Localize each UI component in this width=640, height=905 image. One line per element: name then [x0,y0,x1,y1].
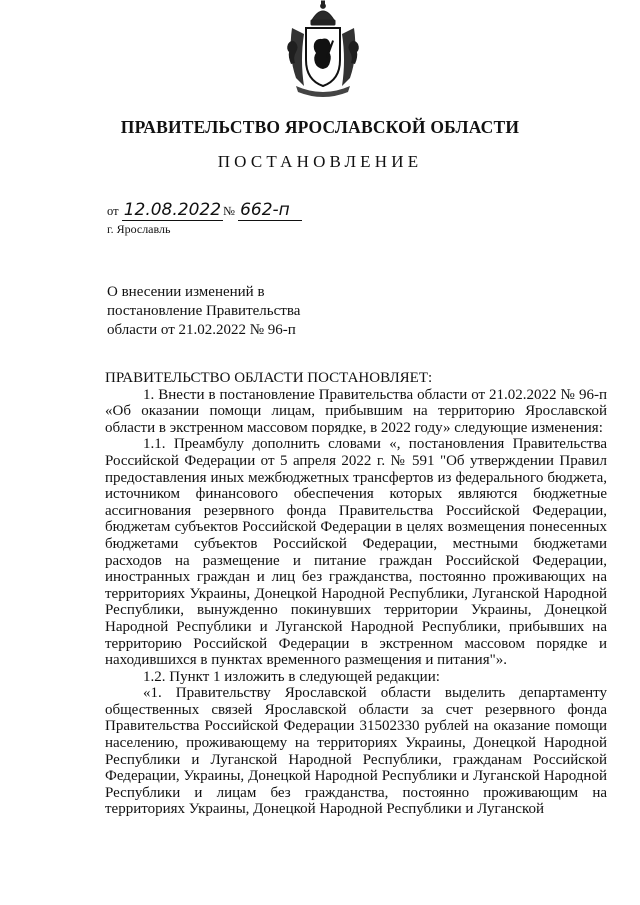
crown-icon [311,1,335,25]
paragraph-1: 1. Внести в постановление Правительства области от 21.02.2022 № 96-п «Об оказании помощи лицам, прибывшим на территорию Ярославской области в экстренном массовом порядке, в 2022 году» следующие изменения: [105,386,607,436]
resolution-heading: ПРАВИТЕЛЬСТВО ОБЛАСТИ ПОСТАНОВЛЯЕТ: [105,370,433,386]
paragraph-1-2: 1.2. Пункт 1 изложить в следующей редакции: [143,668,440,685]
paragraph-1-1: 1.1. Преамбулу дополнить словами «, постановления Правительства Российской Федерации от 5 апреля 2022 г. № 591 "Об утверждении Правил предоставления иных межбюджетных трансфертов из федерального бюджета, источником финансового обеспечения которых являются бюджетные ассигнования резервного фонда Правительства Российской Федерации, бюджетам субъектов Российской Федерации в целях возмещения понесенных бюджетами субъектов Российской Федерации, местными бюджетами расходов на размещение и питание граждан Российской Федерации, иностранных граждан и лиц без гражданства, постоянно проживающих на территориях Украины, Донецкой Народной Республики, Луганской Народной Республики, вынужденно покинувших территории Украины, Донецкой Народной Республики и Луганской Народной Республики, прибывших на территорию Российской Федерации в экстренном массовом порядке и находившихся в пунктах временного размещения и питания"». [105,436,607,669]
document-meta-line [107,200,302,221]
date-prefix-label: от [107,204,119,218]
document-date: 12.08.2022 [123,200,222,220]
document-body [105,370,607,818]
coat-of-arms-emblem [282,0,364,100]
subject-line: О внесении изменений в [107,284,265,300]
document-type: ПОСТАНОВЛЕНИЕ [217,152,423,171]
number-label: № [223,204,235,218]
document-title: ПРАВИТЕЛЬСТВО ЯРОСЛАВСКОЙ ОБЛАСТИ [120,117,520,137]
subject-line: области от 21.02.2022 № 96-п [107,322,296,338]
document-subject [107,283,357,340]
document-number: 662-п [238,200,302,221]
subject-line: постановление Правительства [107,303,301,319]
document-city: г. Ярославль [107,222,171,236]
paragraph-new-item-1: «1. Правительству Ярославской области выделить департаменту общественных связей Ярославской области за счет резервного фонда Правительства Российской Федерации 31502330 рублей на оказание помощи населению, проживающему на территориях Украины, Донецкой Народной Республики и Луганской Народной Республики, гражданам Российской Федерации, Украины, Донецкой Народной Республики и Луганской Народной Республики и лицам без гражданства, постоянно проживающим на территориях Украины, Донецкой Народной Республики и Луганской [105,685,607,818]
